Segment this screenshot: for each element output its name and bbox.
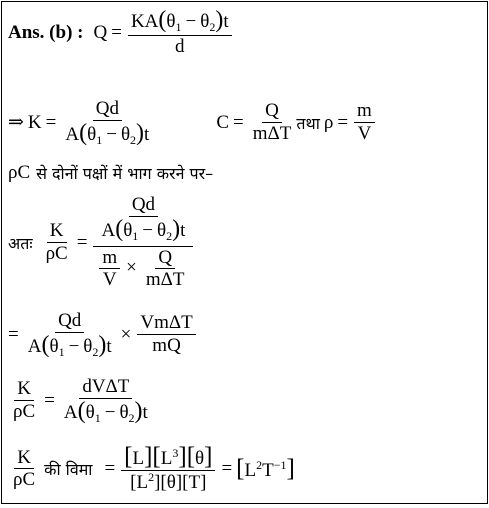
c-symbol: C [216,111,230,133]
rho-c-symbol: ρC [8,162,31,183]
result-fraction: $\frac{\text{dVΔT}}{A(\theta_1 - \theta_2)t}$ [63,376,148,425]
rho-symbol: ρ [323,111,334,133]
product-fraction-2: $\frac{\text{VmΔT}}{mQ}$ [137,312,195,357]
answer-equation: Ans. (b) : Q = $\frac{KA(\theta_1 - \theta_2)t}{d}$ [8,8,234,58]
q-symbol: Q [93,21,108,43]
instruction-line [8,162,213,184]
and-connector: तथा [296,113,320,133]
result-equation: $\frac{K}{\rho C}$ = $\frac{\text{dVΔT}}{A(\theta_1 - \theta_2)t}$ [8,376,153,426]
product-equation: = $\frac{Qd}{A(\theta_1 - \theta_2)t}$ × $\frac{\text{VmΔT}}{mQ}$ [8,310,198,360]
ratio-equation: अतः $\frac{K}{\rho C}$ = $\frac{Qd}{A(\theta_1 - \theta_2)t}$ $\frac{m}{V}$ × $\frac{Q}{\text{mΔT}}$ [8,194,195,291]
k-fraction: $\frac{Qd}{A(\theta_1 - \theta_2)t}$ [65,98,150,147]
k-symbol: K [27,111,42,133]
c-fraction: $\frac{Q}{\text{mΔT}}$ [252,100,292,145]
implies-arrow: ⇒ [8,112,24,134]
q-fraction: $\frac{KA(\theta_1 - \theta_2)t}{d}$ [128,8,232,58]
dimension-word: की विमा [44,459,93,479]
dimension-equation: $\frac{K}{\rho C}$ की विमा = $\frac{[L][L^3][\theta]}{[L^2][\theta][T]}$ = $[L^2T^{-1}]$ [8,444,295,494]
solution-panel [1,1,488,504]
rho-fraction: $\frac{m}{V}$ [354,100,375,145]
k-and-c-equations: ⇒ K = $\frac{Qd}{A(\theta_1 - \theta_2)t}$ C = $\frac{Q}{\text{mΔT}}$ तथा ρ = $\frac{m}{V}$ [8,98,377,148]
dimension-fraction: $\frac{[L][L^3][\theta]}{[L^2][\theta][T]}$ [121,444,215,494]
instruction-text: से दोनों पक्षों में भाग करने पर– [36,164,214,183]
dimension-result: $[L^2T^{-1}]$ [236,454,295,482]
k-over-rho-c: $\frac{K}{\rho C}$ [45,220,68,265]
compound-fraction: $\frac{Qd}{A(\theta_1 - \theta_2)t}$ $\frac{m}{V}$ × $\frac{Q}{\text{mΔT}}$ [93,194,193,291]
product-fraction-1: $\frac{Qd}{A(\theta_1 - \theta_2)t}$ [27,310,112,359]
therefore-word: अतः [8,233,33,253]
result-lhs: $\frac{K}{\rho C}$ [13,378,36,423]
answer-label: Ans. (b) : [8,21,84,43]
dimension-lhs: $\frac{K}{\rho C}$ [13,446,36,491]
